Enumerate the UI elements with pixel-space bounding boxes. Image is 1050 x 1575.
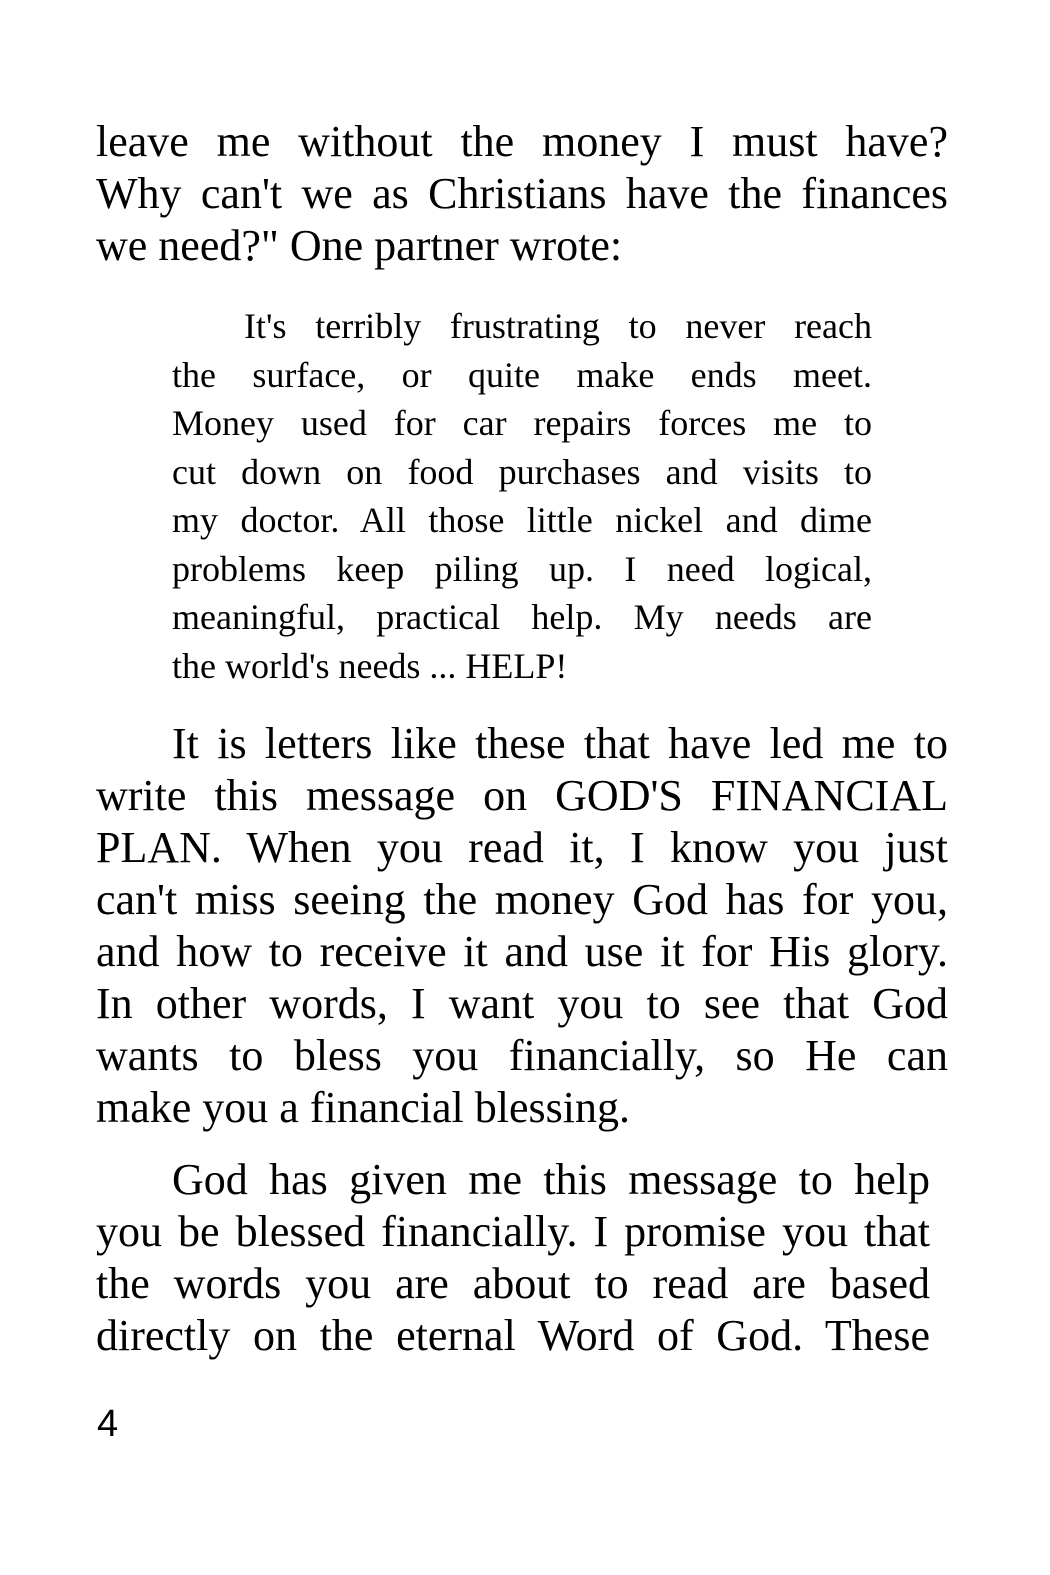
quote-line: Money used for car repairs forces me to xyxy=(172,403,872,443)
text-line: can't miss seeing the money God has for you, xyxy=(96,875,948,924)
quote-line: my doctor. All those little nickel and dime xyxy=(172,500,872,540)
quote-line: problems keep piling up. I need logical, xyxy=(172,548,872,589)
page-number: 4 xyxy=(97,1403,119,1445)
text-line: directly on the eternal Word of God. These xyxy=(96,1311,930,1360)
quote-line: the world's needs ... HELP! xyxy=(172,645,568,686)
text-line: we need?" One partner wrote: xyxy=(96,221,623,270)
text-line: write this message on GOD'S FINANCIAL xyxy=(96,771,948,820)
paragraph-message xyxy=(96,1154,930,1362)
text-line: Why can't we as Christians have the finances xyxy=(96,169,948,218)
text-line: you be blessed financially. I promise you that xyxy=(96,1207,930,1256)
quote-line: the surface, or quite make ends meet. xyxy=(172,354,872,395)
paragraph-continued xyxy=(96,116,948,272)
text-line: make you a financial blessing. xyxy=(96,1083,630,1132)
text-line: leave me without the money I must have? xyxy=(96,117,948,166)
quote-line: It's terribly frustrating to never reach xyxy=(244,306,872,346)
text-line: the words you are about to read are based xyxy=(96,1259,930,1308)
quote-line: cut down on food purchases and visits to xyxy=(172,451,872,492)
text-line: wants to bless you financially, so He can xyxy=(96,1031,948,1080)
text-line: God has given me this message to help xyxy=(172,1155,930,1204)
text-line: PLAN. When you read it, I know you just xyxy=(96,823,948,872)
text-line: In other words, I want you to see that God xyxy=(96,979,948,1028)
quote-line: meaningful, practical help. My needs are xyxy=(172,597,872,637)
text-line: It is letters like these that have led me to xyxy=(172,719,948,768)
paragraph-letters xyxy=(96,718,948,1134)
partner-letter-quote xyxy=(172,302,872,690)
text-line: and how to receive it and use it for His glory. xyxy=(96,927,948,976)
